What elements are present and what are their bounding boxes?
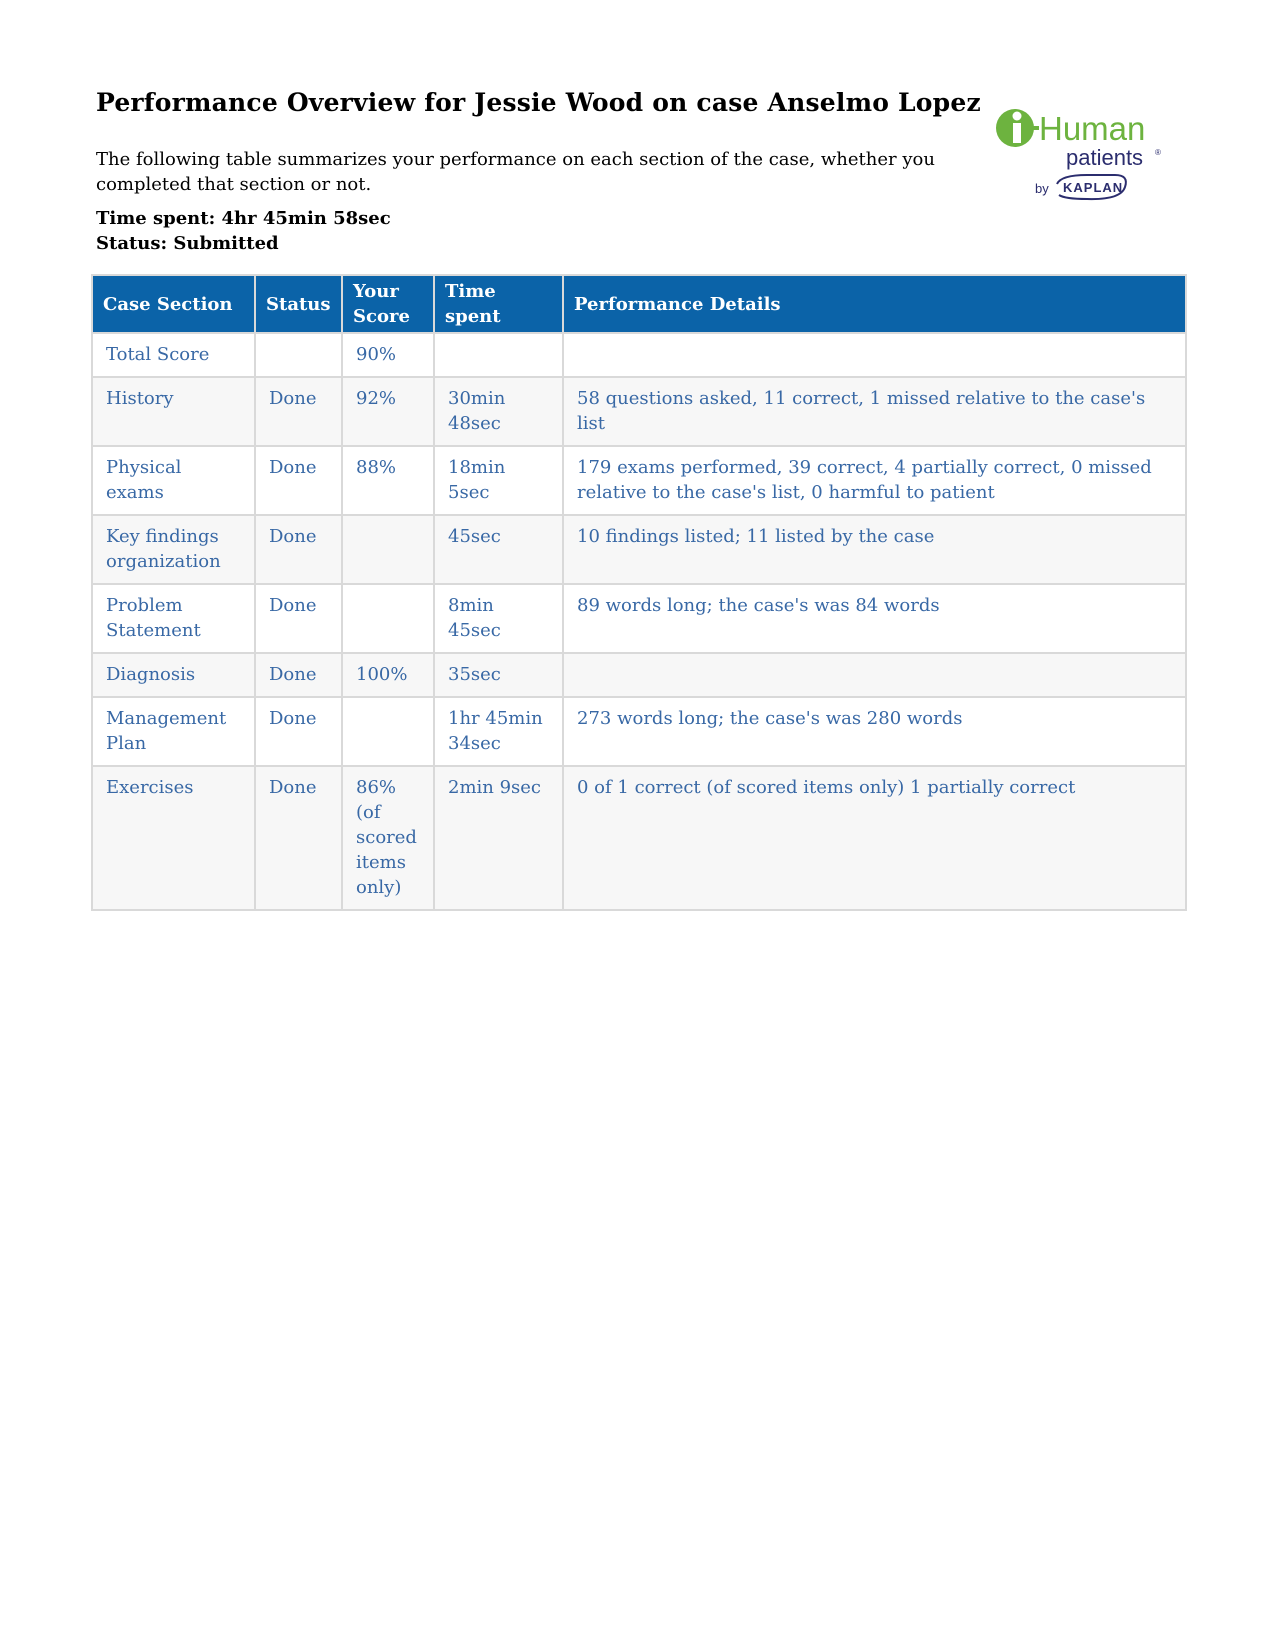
cell-time: 45sec [434,515,563,584]
table-row [92,653,1186,697]
cell-status: Done [255,515,342,584]
cell-status [255,333,342,377]
cell-score: 88% [342,446,434,515]
cell-details: 179 exams performed, 39 correct, 4 partially correct, 0 missed relative to the case's list, 0 harmful to patient [563,446,1186,515]
table-row [92,515,1186,584]
header-status: Status [255,275,342,333]
table-row [92,766,1186,910]
cell-time: 1hr 45min 34sec [434,697,563,766]
cell-details: 89 words long; the case's was 84 words [563,584,1186,653]
logo-registered-mark: ® [1155,148,1161,157]
cell-time: 35sec [434,653,563,697]
logo-by-text: by [1035,181,1049,196]
cell-details [563,653,1186,697]
time-spent: Time spent: 4hr 45min 58sec [96,208,391,229]
performance-table [91,274,1187,911]
cell-score: 90% [342,333,434,377]
cell-section: Total Score [92,333,255,377]
cell-status: Done [255,653,342,697]
cell-status: Done [255,584,342,653]
logo-sub-word: patients [1066,145,1144,170]
cell-score [342,584,434,653]
cell-section: Management Plan [92,697,255,766]
cell-score: 92% [342,377,434,446]
intro-text: The following table summarizes your performance on each section of the case, whether you completed that section or not. [96,149,935,195]
header-time-spent: Time spent [434,275,563,333]
cell-details: 10 findings listed; 11 listed by the case [563,515,1186,584]
cell-time: 8min 45sec [434,584,563,653]
cell-section: Exercises [92,766,255,910]
logo-brand-word: Human [1039,110,1146,147]
table-row [92,697,1186,766]
table-row [92,377,1186,446]
cell-details: 58 questions asked, 11 correct, 1 missed relative to the case's list [563,377,1186,446]
cell-time: 2min 9sec [434,766,563,910]
logo-partner-word: KAPLAN [1063,180,1124,195]
cell-score: 100% [342,653,434,697]
cell-score: 86% (of scored items only) [342,766,434,910]
submission-status: Status: Submitted [96,233,279,254]
table-header-row [92,275,1186,333]
cell-section: Diagnosis [92,653,255,697]
cell-time [434,333,563,377]
cell-section: Key findings organization [92,515,255,584]
ihuman-patients-logo [995,105,1170,205]
cell-status: Done [255,377,342,446]
cell-status: Done [255,766,342,910]
table-row [92,584,1186,653]
table-row [92,333,1186,377]
cell-time: 18min 5sec [434,446,563,515]
cell-details: 0 of 1 correct (of scored items only) 1 partially correct [563,766,1186,910]
cell-details: 273 words long; the case's was 280 words [563,697,1186,766]
header-case-section: Case Section [92,275,255,333]
cell-status: Done [255,446,342,515]
cell-section: History [92,377,255,446]
cell-score [342,697,434,766]
cell-section: Physical exams [92,446,255,515]
header-your-score: Your Score [342,275,434,333]
cell-status: Done [255,697,342,766]
page-title: Performance Overview for Jessie Wood on case Anselmo Lopez [96,88,981,117]
cell-section: Problem Statement [92,584,255,653]
cell-time: 30min 48sec [434,377,563,446]
header-performance-details: Performance Details [563,275,1186,333]
table-row [92,446,1186,515]
cell-score [342,515,434,584]
cell-details [563,333,1186,377]
